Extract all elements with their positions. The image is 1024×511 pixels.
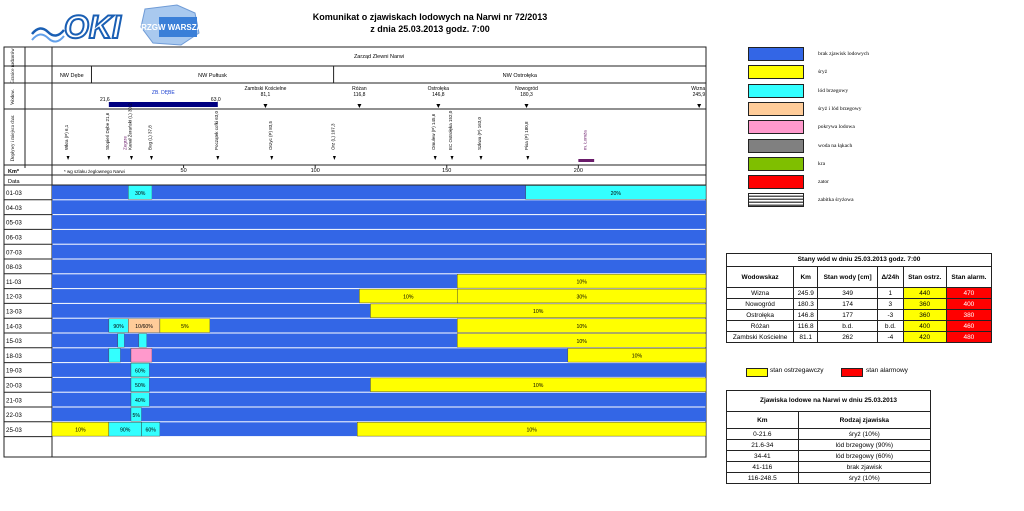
- phenomena-cell-2-0: 34-41: [727, 451, 799, 462]
- date-label-21-03: 21-03: [6, 397, 22, 405]
- water-levels-table: [726, 266, 992, 343]
- levels-cell-0-0: Wizna: [727, 288, 794, 299]
- levels-cell-2-0: Ostrołęka: [727, 310, 794, 321]
- ice-label-13-03-1: 10%: [533, 309, 544, 316]
- gauge-name-1: Różan: [352, 86, 367, 92]
- tributary-label-10: Szkwa (P) 163,0: [476, 116, 482, 150]
- axis-km-label: Km*: [8, 169, 20, 175]
- ice-segment-05-03-0: [52, 215, 706, 229]
- table-row: [727, 310, 992, 321]
- ice-segment-18-03-4: [152, 348, 568, 362]
- legend-label-8: zabitka śryżowa: [818, 197, 854, 204]
- phenomena-cell-0-1: śryż (10%): [798, 429, 930, 440]
- ice-segment-19-03-2: [149, 363, 706, 377]
- ice-label-14-03-5: 10%: [576, 323, 587, 330]
- tributary-marker-7: [333, 156, 336, 160]
- phenomena-cell-4-1: śryż (10%): [798, 473, 930, 484]
- gauge-marker-3: [525, 104, 529, 108]
- phenomena-cell-0-0: 0-21.6: [727, 429, 799, 440]
- phenomena-header-0: Km: [727, 412, 799, 429]
- legend-swatch-8: [748, 193, 804, 207]
- date-label-07-03: 07-03: [6, 249, 22, 257]
- ice-segment-20-03-0: [52, 378, 131, 392]
- ice-segment-13-03-0: [52, 304, 370, 318]
- reservoir-bar: [109, 102, 218, 107]
- tributary-label-5: Początek cofki 63,0: [213, 110, 219, 150]
- zarzad-label: Zarząd Zlewni Narwi: [353, 54, 405, 60]
- date-label-11-03: 11-03: [6, 278, 22, 286]
- gauge-km-0: 81,1: [260, 92, 271, 98]
- ice-segment-11-03-0: [52, 274, 457, 288]
- tributary-marker-2: [130, 156, 133, 160]
- date-label-22-03: 22-03: [6, 412, 22, 420]
- ice-label-01-03-3: 20%: [610, 190, 622, 197]
- phenomena-caption: Zjawiska lodowe na Narwi w dniu 25.03.2013: [726, 390, 931, 411]
- tributary-marker-4: [150, 156, 153, 160]
- tributary-label-8: Omulew (P) 145,6: [431, 113, 437, 150]
- lomza-bar: [578, 159, 594, 162]
- ice-label-21-03-1: 40%: [134, 397, 146, 404]
- ice-segment-18-03-3: [131, 348, 152, 362]
- levels-header-3: Δ/24h: [878, 267, 904, 288]
- reservoir-km-to: 63,0: [210, 97, 221, 103]
- reservoir-label: ZB. DĘBE: [151, 90, 175, 96]
- phenomena-table: [726, 411, 931, 484]
- levels-cell-3-3: b.d.: [878, 321, 904, 332]
- warn-swatch: [746, 368, 768, 377]
- ice-label-14-03-3: 5%: [181, 323, 189, 330]
- table-row: [727, 440, 931, 451]
- tributary-label-2: Kanał Żerański (L) 30,2: [127, 103, 133, 150]
- gauge-name-2: Ostrołęka: [427, 86, 450, 92]
- rzgw-logo-text: RZGW WARSZAWA: [141, 23, 215, 32]
- gauge-marker-2: [436, 104, 440, 108]
- levels-cell-2-1: 146.8: [794, 310, 818, 321]
- ice-label-14-03-1: 90%: [113, 323, 124, 330]
- levels-cell-0-5: 470: [946, 288, 991, 299]
- gauge-marker-0: [263, 104, 267, 108]
- levels-cell-2-5: 380: [946, 310, 991, 321]
- legend-swatch-7: [748, 175, 804, 189]
- ice-segment-22-03-2: [141, 408, 706, 422]
- tributary-label-12: m. Łomża: [582, 130, 588, 150]
- axis-tick-100: 100: [310, 168, 320, 174]
- ice-segment-12-03-0: [52, 289, 359, 303]
- ice-segment-19-03-0: [52, 363, 131, 377]
- legend-label-6: kra: [818, 160, 826, 167]
- ice-label-12-03-2: 30%: [576, 294, 587, 301]
- levels-header-2: Stan wody [cm]: [818, 267, 878, 288]
- reservoir-km-from: 21,6: [99, 97, 110, 103]
- table-row: [727, 451, 931, 462]
- ice-label-18-03-5: 10%: [631, 353, 643, 360]
- levels-cell-1-5: 400: [946, 299, 991, 310]
- gauge-name-3: Nowogród: [515, 86, 538, 92]
- date-label-08-03: 08-03: [6, 264, 22, 272]
- levels-cell-4-3: -4: [878, 332, 904, 343]
- title-line-2: z dnia 25.03.2013 godz. 7:00: [370, 24, 490, 34]
- table-row: [727, 429, 931, 440]
- table-row: [727, 321, 992, 332]
- date-label-04-03: 04-03: [6, 204, 22, 212]
- tributary-label-0: Wkra (P) 6,1: [64, 124, 70, 150]
- tributary-marker-9: [451, 156, 454, 160]
- levels-cell-0-3: 1: [878, 288, 904, 299]
- tributary-label-3: Zegrze: [122, 135, 128, 150]
- phenomena-cell-3-1: brak zjawisk: [798, 462, 930, 473]
- ice-label-25-03-0: 10%: [75, 427, 86, 434]
- tributary-label-7: Orz (L) 107,3: [330, 123, 336, 150]
- gauge-name-0: Zambski Kościelne: [244, 86, 287, 92]
- levels-header-1: Km: [794, 267, 818, 288]
- nw-label-0: NW Dębe: [59, 73, 84, 79]
- title-line-1: Komunikat o zjawiskach lodowych na Narwi nr 72/2013: [312, 12, 548, 22]
- tributary-label-11: Pisa (P) 180,8: [523, 121, 529, 150]
- tributary-marker-0: [67, 156, 70, 160]
- ice-label-15-03-5: 10%: [576, 338, 587, 345]
- levels-legend: [746, 366, 946, 378]
- tributary-label-6: Orzyc (P) 83,5: [267, 120, 273, 150]
- ice-segment-08-03-0: [52, 260, 706, 274]
- ice-segment-07-03-0: [52, 245, 706, 259]
- legend-label-3: śryż i lód brzegowy: [818, 105, 862, 112]
- gauge-km-1: 116,8: [353, 92, 366, 98]
- ice-label-19-03-1: 60%: [134, 368, 146, 375]
- legend-label-5: woda na łąkach: [818, 142, 853, 149]
- levels-cell-0-2: 349: [818, 288, 878, 299]
- legend-label-4: pokrywa lodowa: [818, 124, 855, 131]
- phenomena-header-1: Rodzaj zjawiska: [798, 412, 930, 429]
- levels-cell-1-4: 360: [903, 299, 946, 310]
- phenomena-panel: [726, 390, 931, 484]
- ice-label-20-03-1: 50%: [134, 383, 146, 390]
- ice-segment-15-03-4: [147, 334, 458, 348]
- ice-segment-01-03-2: [152, 186, 526, 200]
- ice-segment-14-03-4: [210, 319, 457, 333]
- tributary-marker-1: [107, 156, 110, 160]
- levels-cell-1-0: Nowogród: [727, 299, 794, 310]
- legend-swatch-2: [748, 84, 804, 98]
- oki-logo-text: OKI: [64, 9, 121, 45]
- date-label-15-03: 15-03: [6, 338, 22, 346]
- phenomena-cell-4-0: 116-248.5: [727, 473, 799, 484]
- ice-segment-18-03-0: [52, 348, 109, 362]
- ice-segment-04-03-0: [52, 200, 706, 214]
- phenomena-cell-1-0: 21.6-34: [727, 440, 799, 451]
- levels-cell-1-2: 174: [818, 299, 878, 310]
- warn-label: stan ostrzegawczy: [770, 367, 824, 374]
- axis-tick-50: 50: [180, 168, 187, 174]
- ice-label-22-03-1: 5%: [132, 412, 140, 419]
- tributary-marker-5: [216, 156, 219, 160]
- date-label-12-03: 12-03: [6, 293, 22, 301]
- legend-swatch-1: [748, 65, 804, 79]
- table-row: [727, 332, 992, 343]
- legend-label-0: brak zjawisk lodowych: [818, 51, 870, 57]
- levels-cell-1-3: 3: [878, 299, 904, 310]
- table-row: [727, 288, 992, 299]
- ice-segment-20-03-2: [149, 378, 370, 392]
- levels-header-4: Stan ostrz.: [903, 267, 946, 288]
- ice-segment-15-03-0: [52, 334, 118, 348]
- levels-cell-2-2: 177: [818, 310, 878, 321]
- levels-cell-3-2: b.d.: [818, 321, 878, 332]
- gauge-km-4: 245,9: [692, 92, 706, 98]
- legend-swatch-3: [748, 102, 804, 116]
- levels-cell-2-3: -3: [878, 310, 904, 321]
- phenomena-cell-3-0: 41-116: [727, 462, 799, 473]
- ice-label-20-03-3: 10%: [533, 383, 544, 390]
- water-levels-caption: Stany wód w dniu 25.03.2013 godz. 7:00: [726, 253, 992, 266]
- levels-cell-4-0: Zambski Kościelne: [727, 332, 794, 343]
- ice-segment-25-03-3: [160, 422, 357, 436]
- ice-segment-22-03-0: [52, 408, 131, 422]
- date-label-01-03: 01-03: [6, 190, 22, 198]
- date-label-13-03: 13-03: [6, 308, 22, 316]
- levels-cell-3-5: 460: [946, 321, 991, 332]
- levels-cell-4-1: 81.1: [794, 332, 818, 343]
- legend-swatch-4: [748, 120, 804, 134]
- gauge-km-2: 146,8: [432, 92, 445, 98]
- levels-cell-3-4: 400: [903, 321, 946, 332]
- levels-cell-4-2: 262: [818, 332, 878, 343]
- date-label-18-03: 18-03: [6, 352, 22, 360]
- alarm-swatch: [841, 368, 863, 377]
- alarm-label: stan alarmowy: [866, 367, 908, 374]
- ice-label-11-03-1: 10%: [576, 279, 587, 286]
- left-label-2: Dopływy i miejsca char.: [11, 114, 16, 162]
- legend-swatch-6: [748, 157, 804, 171]
- tributary-marker-6: [270, 156, 273, 160]
- ice-label-12-03-1: 10%: [403, 294, 414, 301]
- levels-cell-0-1: 245.9: [794, 288, 818, 299]
- levels-cell-3-0: Różan: [727, 321, 794, 332]
- ice-label-25-03-1: 90%: [119, 427, 131, 434]
- gauge-marker-4: [697, 104, 701, 108]
- ice-segment-21-03-2: [149, 393, 706, 407]
- date-label-20-03: 20-03: [6, 382, 22, 390]
- tributary-marker-10: [479, 156, 482, 160]
- table-row: [727, 462, 931, 473]
- axis-tick-200: 200: [573, 168, 583, 174]
- levels-cell-3-1: 116.8: [794, 321, 818, 332]
- date-label-05-03: 05-03: [6, 219, 22, 227]
- left-label-1: Wodow.: [11, 89, 16, 105]
- date-label-25-03: 25-03: [6, 426, 22, 434]
- ice-label-25-03-2: 60%: [145, 427, 156, 434]
- levels-cell-0-4: 440: [903, 288, 946, 299]
- axis-note: * wg szlaku żeglownego Narwi: [64, 169, 125, 174]
- ice-segment-18-03-1: [109, 348, 121, 362]
- levels-header-0: Wodowskaz: [727, 267, 794, 288]
- tributary-marker-8: [434, 156, 437, 160]
- date-label-14-03: 14-03: [6, 323, 22, 331]
- phenomena-cell-1-1: lód brzegowy (90%): [798, 440, 930, 451]
- tributary-label-1: Stopień Dębe 21,6: [104, 112, 110, 150]
- gauge-marker-1: [357, 104, 361, 108]
- left-label-0: Granice nadzorów: [11, 48, 16, 84]
- gauge-name-4: Wizna: [691, 86, 706, 92]
- nw-label-2: NW Ostrołęka: [502, 73, 537, 79]
- legend-swatch-0: [748, 47, 804, 61]
- gauge-km-3: 180,3: [520, 92, 533, 98]
- ice-segment-06-03-0: [52, 230, 706, 244]
- axis-data-label: Data: [8, 179, 20, 185]
- levels-cell-4-5: 480: [946, 332, 991, 343]
- phenomena-cell-2-1: lód brzegowy (60%): [798, 451, 930, 462]
- tributary-label-4: Bug (L) 37,8: [147, 125, 153, 150]
- table-row: [727, 299, 992, 310]
- table-row: [727, 473, 931, 484]
- ice-segment-14-03-0: [52, 319, 109, 333]
- ice-segment-18-03-2: [120, 348, 131, 362]
- legend-label-2: lód brzegowy: [818, 87, 849, 94]
- levels-cell-1-1: 180.3: [794, 299, 818, 310]
- ice-segment-21-03-0: [52, 393, 131, 407]
- tributary-label-9: EC Ostrołęka 152,0: [448, 110, 454, 150]
- ice-segment-15-03-3: [139, 334, 147, 348]
- axis-tick-150: 150: [442, 168, 452, 174]
- ice-label-14-03-2: 10/60%: [135, 323, 153, 330]
- ice-segment-01-03-0: [52, 186, 128, 200]
- levels-cell-4-4: 420: [903, 332, 946, 343]
- levels-header-5: Stan alarm.: [946, 267, 991, 288]
- legend-swatch-5: [748, 139, 804, 153]
- ice-label-25-03-4: 10%: [526, 427, 537, 434]
- levels-cell-2-4: 360: [903, 310, 946, 321]
- ice-label-01-03-1: 30%: [134, 190, 146, 197]
- tributary-marker-11: [526, 156, 529, 160]
- date-label-06-03: 06-03: [6, 234, 22, 242]
- ice-segment-15-03-1: [118, 334, 125, 348]
- legend-label-1: śryż: [818, 69, 828, 76]
- nw-label-1: NW Pułtusk: [198, 73, 227, 79]
- date-label-19-03: 19-03: [6, 367, 22, 375]
- ice-segment-15-03-2: [124, 334, 138, 348]
- water-levels-panel: [726, 253, 992, 343]
- legend-label-7: zator: [818, 179, 829, 186]
